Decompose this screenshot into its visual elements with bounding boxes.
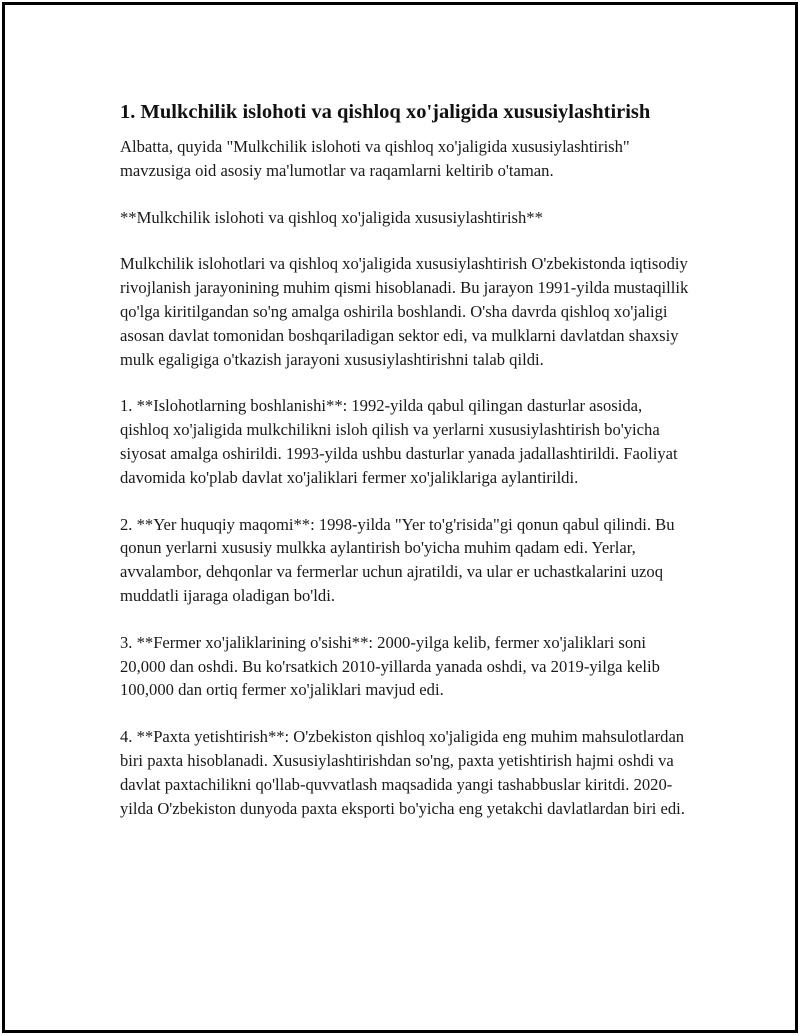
list-item-reforms-start: 1. **Islohotlarning boshlanishi**: 1992-yilda qabul qilingan dasturlar asosida, qishloq xo'jaligida mulkchilikni isloh qilish va yerlarni xususiylashtirish bo'yicha siyosat amalga oshirildi. 1993-yilda ushbu dasturlar yanada jadallashtirildi. Faoliyat davomida ko'plab davlat xo'jaliklari fermer xo'jaliklariga aylantirildi. — [120, 396, 678, 487]
list-item-land-status: 2. **Yer huquqiy maqomi**: 1998-yilda "Yer to'g'risida"gi qonun qabul qilindi. Bu qonun yerlarni xususiy mulkka aylantirish bo'yicha muhim qadam edi. Yerlar, avvalambor, dehqonlar va fermerlar uchun ajratildi, va ular er uchastkalarini uzoq muddatli ijaraga oladigan bo'ldi. — [120, 514, 675, 605]
page-frame — [2, 2, 798, 1033]
list-item-farm-growth: 3. **Fermer xo'jaliklarining o'sishi**: 2000-yilga kelib, fermer xo'jaliklari soni 20,000 dan oshdi. Bu ko'rsatkich 2010-yillarda yanada oshdi, va 2019-yilga kelib 100,000 dan ortiq fermer xo'jaliklari mavjud edi. — [120, 632, 660, 700]
document-body — [120, 98, 690, 843]
document-title: 1. Mulkchilik islohoti va qishloq xo'jaligida xususiylashtirish — [120, 101, 651, 123]
section-heading-paragraph: **Mulkchilik islohoti va qishloq xo'jaligida xususiylashtirish** — [120, 207, 543, 227]
overview-paragraph: Mulkchilik islohotlari va qishloq xo'jaligida xususiylashtirish O'zbekistonda iqtisodiy rivojlanish jarayonining muhim qismi hisoblanadi. Bu jarayon 1991-yilda mustaqillik qo'lga kiritilgandan so'ng amalga oshirila boshlandi. O'sha davrda qishloq xo'jaligi asosan davlat tomonidan boshqariladigan sektor edi, va mulklarni davlatdan shaxsiy mulk egaligiga o'tkazish jarayoni xususiylashtirishni talab qildi. — [120, 254, 689, 369]
intro-paragraph: Albatta, quyida "Mulkchilik islohoti va qishloq xo'jaligida xususiylashtirish" mavzusiga oid asosiy ma'lumotlar va raqamlarni keltirib o'taman. — [120, 137, 630, 180]
list-item-cotton-growing: 4. **Paxta yetishtirish**: O'zbekiston qishloq xo'jaligida eng muhim mahsulotlardan biri paxta hisoblanadi. Xususiylashtirishdan so'ng, paxta yetishtirish hajmi oshdi va davlat paxtachilikni qo'llab-quvvatlash maqsadida yangi tashabbuslar kiritdi. 2020-yilda O'zbekiston dunyoda paxta eksporti bo'yicha eng yetakchi davlatlardan biri edi. — [120, 727, 685, 818]
